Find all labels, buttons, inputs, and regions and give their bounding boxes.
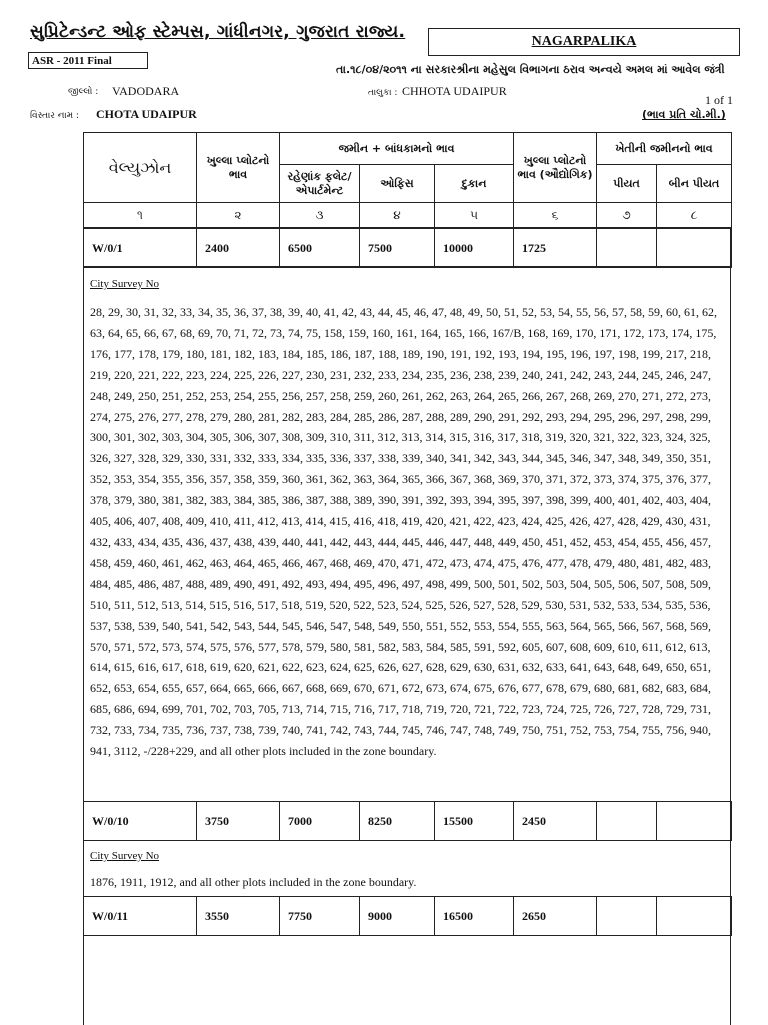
- zone-code: W/0/1: [84, 229, 197, 268]
- office-header: ઓફિસ: [360, 165, 435, 203]
- column-number: ૨: [197, 203, 280, 228]
- non-irrigated-header: બીન પીયત: [657, 165, 732, 203]
- column-number: ૫: [435, 203, 514, 228]
- page-number: 1 of 1: [705, 93, 733, 107]
- zone-rate-row: [83, 228, 732, 268]
- residential-header: રહેણાંક ફલેટ/ એપાર્ટમેન્ટ: [280, 165, 360, 203]
- irrigated-rate: [597, 897, 657, 936]
- zone-code: W/0/11: [84, 897, 197, 936]
- survey-label: City Survey No: [90, 850, 160, 862]
- district-value: VADODARA: [112, 84, 180, 98]
- agri-land-header: ખેતીની જમીનનો ભાવ: [597, 133, 732, 165]
- asr-tag: ASR - 2011 Final: [28, 52, 148, 69]
- open-plot-header: ખુલ્લા પ્લોટનો ભાવ: [197, 133, 280, 203]
- land-construction-header: જમીન + બાંધકામનો ભાવ: [280, 133, 514, 165]
- non-irrigated-rate: [657, 897, 732, 936]
- residential-rate: 6500: [280, 229, 360, 268]
- non-irrigated-rate: [657, 229, 732, 268]
- district-label: જીલ્લો :: [68, 87, 99, 97]
- shop-rate: 15500: [435, 802, 514, 841]
- value-zone-header: વેલ્યુઝોન: [84, 133, 197, 203]
- irrigated-header: પીયત: [597, 165, 657, 203]
- area-name-value: CHOTA UDAIPUR: [96, 107, 197, 121]
- zone-rate-row: [83, 896, 732, 936]
- column-number: ૩: [280, 203, 360, 228]
- zone-code: W/0/10: [84, 802, 197, 841]
- survey-label: City Survey No: [90, 278, 160, 290]
- open-plot-rate: 2400: [197, 229, 280, 268]
- survey-numbers: 1876, 1911, 1912, and all other plots included in the zone boundary.: [90, 875, 417, 889]
- open-plot-rate: 3750: [197, 802, 280, 841]
- column-number: ૭: [597, 203, 657, 228]
- taluka-label: તાલુકા :: [368, 88, 398, 98]
- resolution-text: તા.૧૮/૦૪/૨૦૧૧ ના સરકારશ્રીના મહેસુલ વિભાગના ઠરાવ અન્વયે અમલ માં આવેલ જંત્રી: [336, 63, 725, 76]
- office-rate: 7500: [360, 229, 435, 268]
- column-number: ૬: [514, 203, 597, 228]
- rate-unit: (ભાવ પ્રતિ ચો.મી.): [642, 108, 726, 121]
- shop-rate: 10000: [435, 229, 514, 268]
- shop-rate: 16500: [435, 897, 514, 936]
- column-header-table: [83, 132, 732, 228]
- column-number: ૧: [84, 203, 197, 228]
- irrigated-rate: [597, 802, 657, 841]
- zone-rate-row: [83, 801, 732, 841]
- column-number: ૮: [657, 203, 732, 228]
- open-plot-rate: 3550: [197, 897, 280, 936]
- column-number: ૪: [360, 203, 435, 228]
- area-type-box: NAGARPALIKA: [428, 28, 740, 56]
- organization-title: સુપ્રિટેન્ડન્ટ ઓફ સ્ટેમ્પસ, ગાંધીનગર, ગુજરાત રાજ્ય.: [30, 22, 406, 42]
- office-rate: 9000: [360, 897, 435, 936]
- industrial-rate: 2450: [514, 802, 597, 841]
- non-irrigated-rate: [657, 802, 732, 841]
- residential-rate: 7750: [280, 897, 360, 936]
- residential-rate: 7000: [280, 802, 360, 841]
- taluka-value: CHHOTA UDAIPUR: [402, 84, 507, 98]
- industrial-rate: 1725: [514, 229, 597, 268]
- industrial-rate: 2650: [514, 897, 597, 936]
- irrigated-rate: [597, 229, 657, 268]
- area-name-label: વિસ્તાર નામ :: [30, 111, 79, 121]
- row-divider: [83, 266, 731, 267]
- industrial-plot-header: ખુલ્લા પ્લોટનો ભાવ (ઔદ્યોગિક): [514, 133, 597, 203]
- office-rate: 8250: [360, 802, 435, 841]
- shop-header: દુકાન: [435, 165, 514, 203]
- survey-numbers: 28, 29, 30, 31, 32, 33, 34, 35, 36, 37, 38, 39, 40, 41, 42, 43, 44, 45, 46, 47, 48, 49, 50, 51, 52, 53, 54, 55, 56, 57, 58, 59, 60, 61, 62, 63, 64, 65, 66, 67, 68, 69, 70, 71, 72, 73, 74, 75, 158, 159, 160, 161, 164, 165, 166, 167/B, 168, 169, 170, 171, 172, 173, 174, 175, 176, 177, 178, 179, 180, 181, 182, 183, 184, 185, 186, 187, 188, 189, 190, 191, 192, 193, 194, 195, 196, 197, 198, 199, 217, 218, 219, 220, 221, 222, 223, 224, 225, 226, 227, 230, 231, 232, 233, 234, 235, 236, 238, 239, 240, 241, 242, 243, 244, 245, 246, 247, 248, 249, 250, 251, 252, 253, 254, 255, 256, 257, 258, 259, 260, 261, 262, 263, 264, 265, 266, 267, 268, 269, 270, 271, 272, 273, 274, 275, 276, 277, 278, 279, 280, 281, 282, 283, 284, 285, 286, 287, 288, 289, 290, 291, 292, 293, 294, 295, 296, 297, 298, 299, 300, 301, 302, 303, 304, 305, 306, 307, 308, 309, 310, 311, 312, 313, 314, 315, 316, 317, 318, 319, 320, 321, 322, 323, 324, 325, 326, 327, 328, 329, 330, 331, 332, 333, 334, 335, 336, 337, 338, 339, 340, 341, 342, 343, 344, 345, 346, 347, 348, 349, 350, 351, 352, 353, 354, 355, 356, 357, 358, 359, 360, 361, 362, 363, 364, 365, 366, 367, 368, 369, 370, 371, 372, 373, 374, 375, 376, 377, 378, 379, 380, 381, 382, 383, 384, 385, 386, 387, 388, 389, 390, 391, 392, 393, 394, 395, 397, 398, 399, 400, 401, 402, 403, 404, 405, 406, 407, 408, 409, 410, 411, 412, 413, 414, 415, 416, 418, 419, 420, 421, 422, 423, 424, 425, 426, 427, 428, 429, 430, 431, 432, 433, 434, 435, 436, 437, 438, 439, 440, 441, 442, 443, 444, 445, 446, 447, 448, 449, 450, 451, 452, 453, 454, 455, 456, 457, 458, 459, 460, 461, 462, 463, 464, 465, 466, 467, 468, 469, 470, 471, 472, 473, 474, 475, 476, 477, 478, 479, 480, 481, 482, 483, 484, 485, 486, 487, 488, 489, 490, 491, 492, 493, 494, 495, 496, 497, 498, 499, 500, 501, 502, 503, 504, 505, 506, 507, 508, 509, 510, 511, 512, 513, 514, 515, 516, 517, 518, 519, 520, 522, 523, 524, 525, 526, 527, 528, 529, 530, 531, 532, 533, 534, 535, 536, 537, 538, 539, 540, 541, 542, 543, 544, 545, 546, 547, 548, 549, 550, 551, 552, 553, 554, 555, 563, 564, 565, 566, 567, 568, 569, 570, 571, 572, 573, 574, 575, 576, 577, 578, 579, 580, 581, 582, 583, 584, 585, 591, 592, 605, 607, 608, 609, 610, 611, 612, 613, 614, 615, 616, 617, 618, 619, 620, 621, 622, 623, 624, 625, 626, 627, 628, 629, 630, 631, 632, 633, 641, 643, 648, 649, 650, 651, 652, 653, 654, 655, 657, 664, 665, 666, 667, 668, 669, 670, 671, 672, 673, 674, 675, 676, 677, 678, 679, 680, 681, 682, 683, 684, 685, 686, 694, 699, 701, 702, 703, 705, 713, 714, 715, 716, 717, 718, 719, 720, 721, 722, 723, 724, 725, 726, 727, 728, 729, 731, 732, 733, 734, 735, 736, 737, 738, 739, 740, 741, 742, 743, 744, 745, 746, 747, 748, 749, 750, 751, 752, 753, 754, 755, 756, 940, 941, 3112, -/228+229, and all other plots included in the zone boundary.: [90, 305, 717, 759]
